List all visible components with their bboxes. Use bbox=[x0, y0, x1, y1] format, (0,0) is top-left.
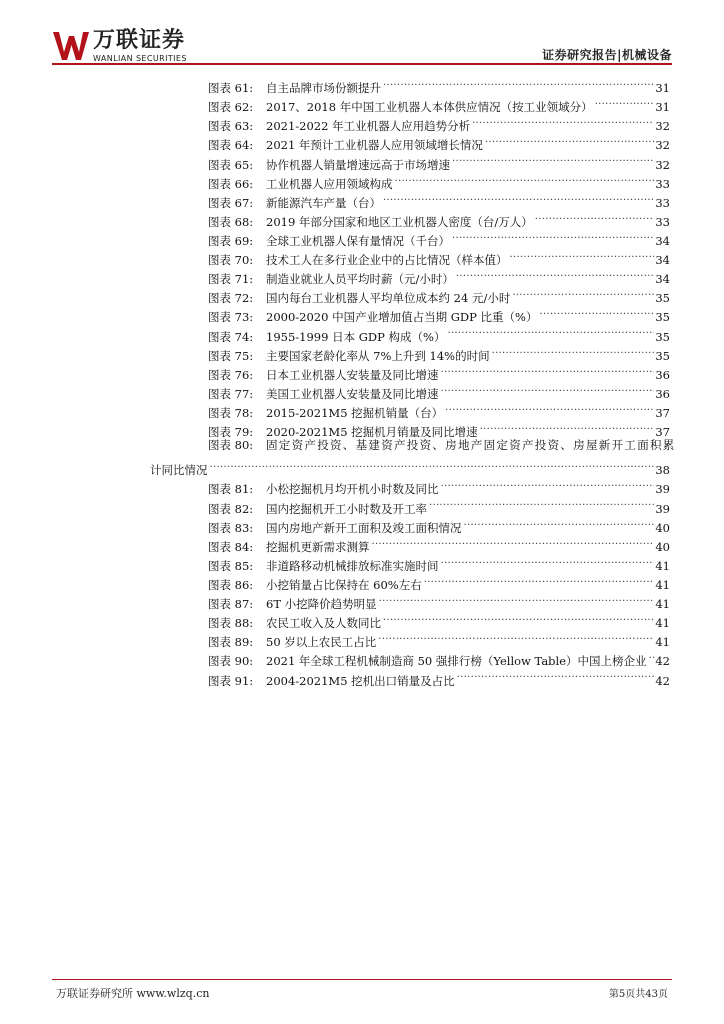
leader-dots bbox=[537, 302, 654, 321]
leader-dots bbox=[462, 513, 655, 532]
figure-number: 图表 82: bbox=[208, 501, 254, 516]
leader-dots bbox=[450, 149, 654, 168]
figure-page-number: 36 bbox=[655, 367, 670, 382]
figure-number: 图表 83: bbox=[208, 520, 254, 535]
logo-text-en: WANLIAN SECURITIES bbox=[93, 54, 187, 63]
figure-title: 2019 年部分国家和地区工业机器人密度（台/万人） bbox=[266, 214, 533, 229]
figure-number: 图表 72: bbox=[208, 291, 254, 306]
figure-title: 主要国家老龄化率从 7%上升到 14%的时间 bbox=[266, 348, 490, 363]
figure-number: 图表 81: bbox=[208, 482, 254, 497]
figure-title: 国内挖掘机开工小时数及开工率 bbox=[266, 501, 427, 516]
figure-page-number: 33 bbox=[655, 214, 670, 229]
figure-title: 1955-1999 日本 GDP 构成（%） bbox=[266, 329, 446, 344]
figure-page-number: 34 bbox=[655, 233, 670, 248]
page-header bbox=[0, 0, 724, 70]
figure-number: 图表 62: bbox=[208, 100, 254, 115]
figure-title: 2015-2021M5 挖掘机销量（台） bbox=[266, 405, 444, 420]
figure-page-number: 40 bbox=[655, 520, 670, 535]
figure-title: 国内每台工业机器人平均单位成本约 24 元/小时 bbox=[266, 291, 511, 306]
figure-title: 国内房地产新开工面积及竣工面积情况 bbox=[266, 520, 462, 535]
figure-title: 固定资产投资、基建资产投资、房地产固定资产投资、房屋新开工面积累 bbox=[266, 438, 676, 453]
figure-page-number: 41 bbox=[655, 558, 670, 573]
toc-entry[interactable] bbox=[208, 474, 670, 497]
figure-page-number: 39 bbox=[655, 501, 670, 516]
figure-title: 小挖销量占比保持在 60%左右 bbox=[266, 577, 422, 592]
figure-number: 图表 77: bbox=[208, 386, 254, 401]
figure-page-number: 42 bbox=[655, 673, 670, 688]
leader-dots bbox=[510, 283, 654, 302]
footer-divider bbox=[52, 979, 672, 980]
figure-title-continued: 计同比情况 bbox=[150, 463, 208, 478]
leader-dots bbox=[381, 73, 654, 92]
figure-page-number: 32 bbox=[655, 138, 670, 153]
figure-title: 农民工收入及人数同比 bbox=[266, 616, 381, 631]
leader-dots bbox=[445, 321, 654, 340]
figure-title: 50 岁以上农民工占比 bbox=[266, 635, 377, 650]
figure-number: 图表 88: bbox=[208, 616, 254, 631]
leader-dots bbox=[478, 417, 655, 436]
figure-number: 图表 84: bbox=[208, 539, 254, 554]
wanlian-logo-icon bbox=[52, 30, 90, 62]
figure-number: 图表 69: bbox=[208, 233, 254, 248]
figure-number: 图表 79: bbox=[208, 425, 254, 440]
figure-number: 图表 85: bbox=[208, 558, 254, 573]
figure-page-number: 36 bbox=[655, 386, 670, 401]
figure-title: 2004-2021M5 挖机出口销量及占比 bbox=[266, 673, 455, 688]
leader-dots bbox=[393, 169, 655, 188]
figure-page-number: 41 bbox=[655, 577, 670, 592]
figure-page-number: 34 bbox=[655, 253, 670, 268]
figure-page-number: 41 bbox=[655, 597, 670, 612]
leader-dots bbox=[454, 264, 654, 283]
figure-number: 图表 87: bbox=[208, 597, 254, 612]
figure-page-number: 42 bbox=[655, 654, 670, 669]
report-category: 证券研究报告|机械设备 bbox=[542, 48, 672, 62]
figure-number: 图表 66: bbox=[208, 176, 254, 191]
header-divider bbox=[52, 63, 672, 65]
leader-dots bbox=[381, 188, 654, 207]
leader-dots bbox=[455, 665, 655, 684]
figure-page-number: 35 bbox=[655, 348, 670, 363]
leader-dots bbox=[208, 455, 655, 474]
figure-title: 美国工业机器人安装量及同比增速 bbox=[266, 386, 439, 401]
toc-entry-continued[interactable] bbox=[150, 455, 670, 478]
figure-number: 图表 70: bbox=[208, 253, 254, 268]
figure-page-number: 39 bbox=[655, 482, 670, 497]
figure-number: 图表 75: bbox=[208, 348, 254, 363]
leader-dots bbox=[533, 207, 655, 226]
figure-number: 图表 78: bbox=[208, 405, 254, 420]
figure-number: 图表 76: bbox=[208, 367, 254, 382]
figure-title: 小松挖掘机月均开机小时数及同比 bbox=[266, 482, 439, 497]
figure-list bbox=[150, 73, 676, 688]
figure-title: 自主品牌市场份额提升 bbox=[266, 81, 381, 96]
leader-dots bbox=[483, 130, 654, 149]
figure-number: 图表 80: bbox=[208, 438, 254, 453]
footer-source: 万联证券研究所 www.wlzq.cn bbox=[56, 987, 210, 1000]
figure-page-number: 35 bbox=[655, 329, 670, 344]
figure-title: 技术工人在多行业企业中的占比情况（样本值） bbox=[266, 253, 508, 268]
leader-dots bbox=[647, 646, 655, 665]
figure-title: 日本工业机器人安装量及同比增速 bbox=[266, 367, 439, 382]
logo-text-cn: 万联证券 bbox=[93, 28, 186, 53]
figure-title: 新能源汽车产量（台） bbox=[266, 195, 381, 210]
figure-number: 图表 68: bbox=[208, 214, 254, 229]
figure-title: 2021 年预计工业机器人应用领域增长情况 bbox=[266, 138, 483, 153]
figure-title: 2021-2022 年工业机器人应用趋势分析 bbox=[266, 119, 471, 134]
leader-dots bbox=[439, 474, 655, 493]
figure-title: 2020-2021M5 挖掘机月销量及同比增速 bbox=[266, 425, 478, 440]
figure-title: 挖掘机更新需求测算 bbox=[266, 539, 370, 554]
figure-number: 图表 65: bbox=[208, 157, 254, 172]
figure-page-number: 33 bbox=[655, 195, 670, 210]
figure-number: 图表 74: bbox=[208, 329, 254, 344]
figure-page-number: 34 bbox=[655, 272, 670, 287]
figure-title: 2021 年全球工程机械制造商 50 强排行榜（Yellow Table）中国上榜企业 bbox=[266, 654, 647, 669]
figure-page-number: 40 bbox=[655, 539, 670, 554]
leader-dots bbox=[427, 493, 654, 512]
leader-dots bbox=[470, 111, 654, 130]
figure-number: 图表 71: bbox=[208, 272, 254, 287]
figure-page-number: 31 bbox=[655, 81, 670, 96]
leader-dots bbox=[439, 379, 655, 398]
page-number: 第5页共43页 bbox=[608, 989, 668, 1000]
figure-page-number: 35 bbox=[655, 310, 670, 325]
figure-page-number: 32 bbox=[655, 119, 670, 134]
figure-page-number: 41 bbox=[655, 635, 670, 650]
figure-number: 图表 86: bbox=[208, 577, 254, 592]
figure-page-number: 31 bbox=[655, 100, 670, 115]
leader-dots bbox=[508, 245, 655, 264]
figure-number: 图表 63: bbox=[208, 119, 254, 134]
figure-number: 图表 89: bbox=[208, 635, 254, 650]
leader-dots bbox=[376, 627, 654, 646]
figure-page-number: 35 bbox=[655, 291, 670, 306]
figure-title: 非道路移动机械排放标准实施时间 bbox=[266, 558, 439, 573]
leader-dots bbox=[422, 570, 655, 589]
figure-title: 工业机器人应用领域构成 bbox=[266, 176, 393, 191]
figure-number: 图表 91: bbox=[208, 673, 254, 688]
leader-dots bbox=[381, 608, 654, 627]
figure-number: 图表 61: bbox=[208, 81, 254, 96]
figure-number: 图表 73: bbox=[208, 310, 254, 325]
figure-title: 协作机器人销量增速远高于市场增速 bbox=[266, 157, 450, 172]
leader-dots bbox=[370, 532, 655, 551]
toc-entry[interactable] bbox=[208, 73, 670, 96]
figure-title: 2000-2020 中国产业增加值占当期 GDP 比重（%） bbox=[266, 310, 538, 325]
figure-number: 图表 64: bbox=[208, 138, 254, 153]
figure-title: 制造业就业人员平均时薪（元/小时） bbox=[266, 272, 454, 287]
figure-title: 2017、2018 年中国工业机器人本体供应情况（按工业领域分） bbox=[266, 100, 593, 115]
figure-page-number: 32 bbox=[655, 157, 670, 172]
figure-title: 全球工业机器人保有量情况（千台） bbox=[266, 233, 450, 248]
figure-page-number: 38 bbox=[655, 463, 670, 478]
figure-page-number: 37 bbox=[655, 405, 670, 420]
figure-title: 6T 小挖降价趋势明显 bbox=[266, 597, 377, 612]
leader-dots bbox=[377, 589, 655, 608]
figure-page-number: 37 bbox=[655, 425, 670, 440]
leader-dots bbox=[439, 360, 655, 379]
leader-dots bbox=[439, 551, 655, 570]
figure-number: 图表 67: bbox=[208, 195, 254, 210]
figure-page-number: 41 bbox=[655, 616, 670, 631]
figure-number: 图表 90: bbox=[208, 654, 254, 669]
leader-dots bbox=[593, 92, 655, 111]
leader-dots bbox=[490, 341, 655, 360]
leader-dots bbox=[443, 398, 654, 417]
leader-dots bbox=[450, 226, 654, 245]
toc-entry[interactable] bbox=[208, 436, 676, 455]
figure-page-number: 33 bbox=[655, 176, 670, 191]
